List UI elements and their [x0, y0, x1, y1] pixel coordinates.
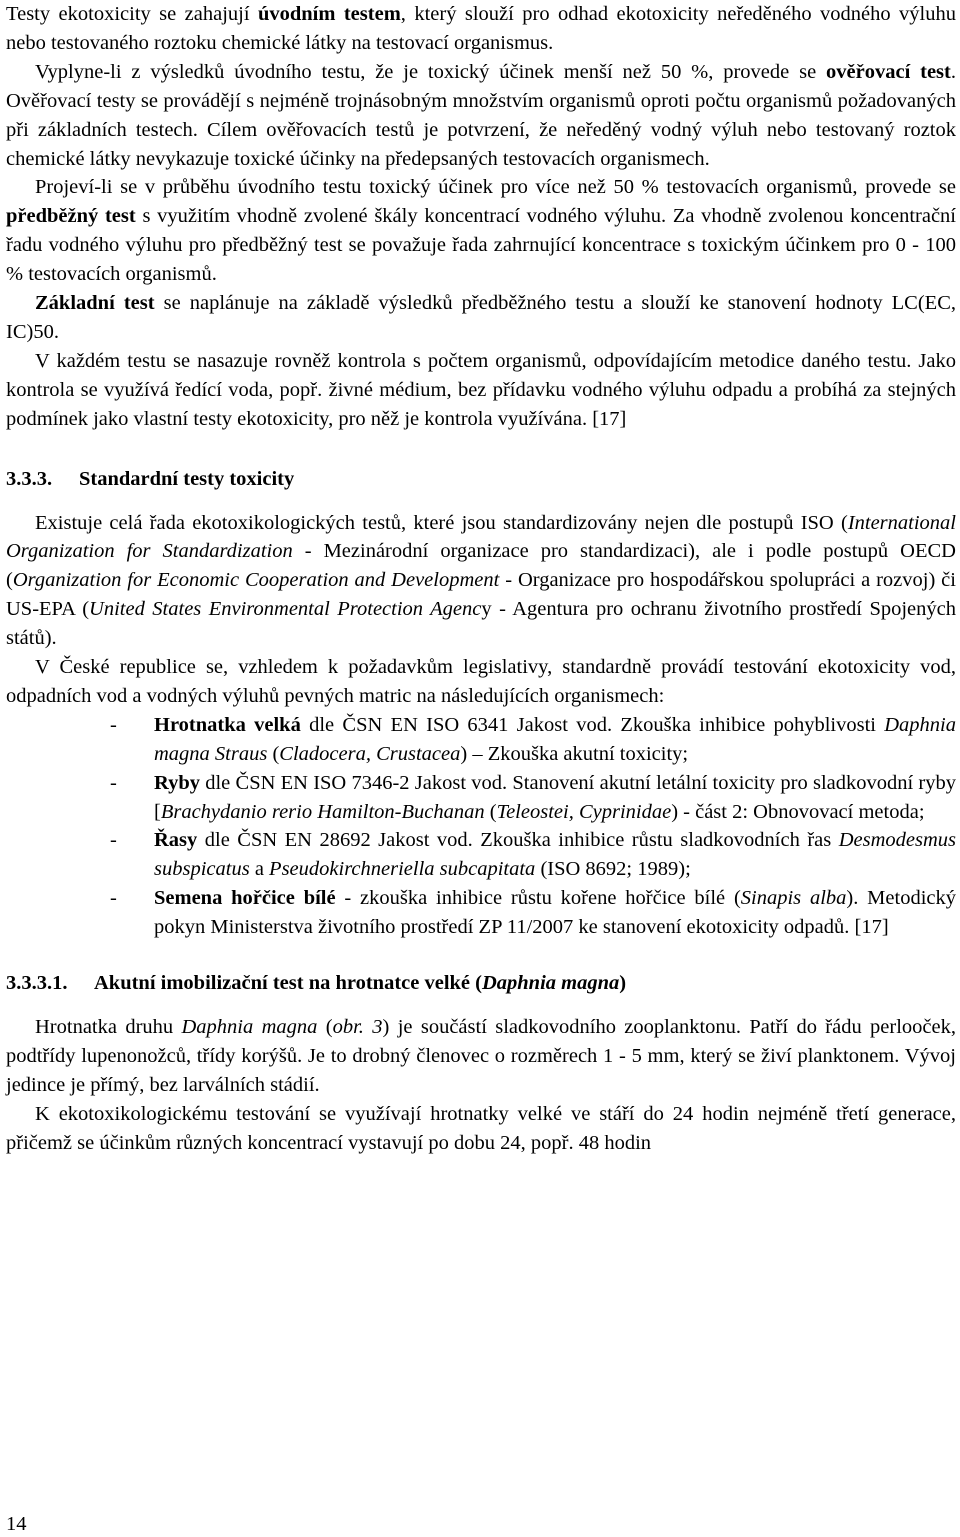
- paragraph-control: V každém testu se nasazuje rovněž kontrola s počtem organismů, odpovídajícím metodice daného testu. Jako kontrola se využívá ředící voda, popř. živné médium, bez přídavku vodného výluhu odpadu a probíhá za stejných podmínek jako vlastní testy ekotoxicity, pro něž je kontrola využívána. [17]: [6, 349, 956, 430]
- list-item: - Ryby dle ČSN EN ISO 7346-2 Jakost vod. Stanovení akutní letální toxicity pro sladkovodní ryby [Brachydanio rerio Hamilton-Buchanan (Teleostei, Cyprinidae) - část 2: Obnovovací metoda;: [110, 771, 956, 823]
- paragraph-preliminary-test: Projeví-li se v průběhu úvodního testu toxický účinek pro více než 50 % testovacích organismů, provede se předběžný test s využitím vhodně zvolené škály koncentrací vodného výluhu. Za vhodně zvolenou koncentrační řadu vodného výluhu pro předběžný test se považuje řada zahrnující koncentrace s toxickým účinkem pro 0 - 100 % testovacích organismů.: [6, 176, 956, 286]
- list-item: - Semena hořčice bílé - zkouška inhibice růstu kořene hořčice bílé (Sinapis alba). Metodický pokyn Ministerstva životního prostředí ZP 11/2007 ke stanovení ekotoxicity odpadů. [17]: [110, 887, 956, 939]
- paragraph-czech-republic: V České republice se, vzhledem k požadavkům legislativy, standardně provádí testování ekotoxicity vod, odpadních vod a vodných výluhů pevných matric na následujících organismech:: [6, 656, 956, 707]
- paragraph-verification-test: Vyplyne-li z výsledků úvodního testu, že je toxický účinek menší než 50 %, provede se ověřovací test. Ověřovací testy se provádějí s nejméně trojnásobným množstvím organismů oproti počtu organismů požadovaných při základních testech. Cílem ověřovacích testů je potvrzení, že neředěný vodný výluh nebo testovaný roztok chemické látky nevykazuje toxické účinky na předepsaných testovacích organismech.: [6, 60, 956, 170]
- section-heading-daphnia-test: 3.3.3.1. Akutní imobilizační test na hrotnatce velké (Daphnia magna): [6, 969, 956, 998]
- list-item: - Řasy dle ČSN EN 28692 Jakost vod. Zkouška inhibice růstu sladkovodních řas Desmodesmus subspicatus a Pseudokirchneriella subcapitata (ISO 8692; 1989);: [110, 829, 956, 881]
- paragraph-basic-test: Základní test se naplánuje na základě výsledků předběžného testu a slouží ke stanovení hodnoty LC(EC, IC)50.: [6, 292, 957, 343]
- page-number: 14: [6, 1513, 27, 1535]
- section-number: 3.3.3.1.: [6, 972, 68, 995]
- list-item: - Hrotnatka velká dle ČSN EN ISO 6341 Jakost vod. Zkouška inhibice pohyblivosti Daphnia magna Straus (Cladocera, Crustacea) – Zkouška akutní toxicity;: [110, 713, 956, 765]
- paragraph-daphnia-description: Hrotnatka druhu Daphnia magna (obr. 3) je součástí sladkovodního zooplanktonu. Patří do řádu perlooček, podtřídy lupenonožců, třídy korýšů. Je to drobný členovec o rozměrech 1 - 5 mm, který se živí planktonem. Vývoj jedince je přímý, bez larválních stádií.: [6, 1016, 957, 1096]
- organism-list: [6, 711, 956, 942]
- section-number: 3.3.3.: [6, 467, 53, 490]
- paragraph-daphnia-testing: K ekotoxikologickému testování se využívají hrotnatky velké ve stáří do 24 hodin nejméně třetí generace, přičemž se účinkům různých koncentrací vystavují po dobu 24, popř. 48 hodin: [6, 1102, 956, 1154]
- paragraph-standards: Existuje celá řada ekotoxikologických testů, které jsou standardizovány nejen dle postupů ISO (International Organization for Standardization - Mezinárodní organizace pro standardizaci), ale i podle postupů OECD (Organization for Economic Cooperation and Development - Organizace pro hospodářskou spolupráci a rozvoj) či US-EPA (United States Environmental Protection Agency - Agentura pro ochranu životního prostředí Spojených států).: [6, 511, 956, 650]
- section-heading-standard-tests: [6, 465, 956, 494]
- document-page: [6, 0, 956, 1158]
- paragraph-initial-test: Testy ekotoxicity se zahajují úvodním testem, který slouží pro odhad ekotoxicity neředěného vodného výluhu nebo testovaného roztoku chemické látky na testovací organismus.: [6, 3, 956, 54]
- section-title: Standardní testy toxicity: [79, 467, 295, 490]
